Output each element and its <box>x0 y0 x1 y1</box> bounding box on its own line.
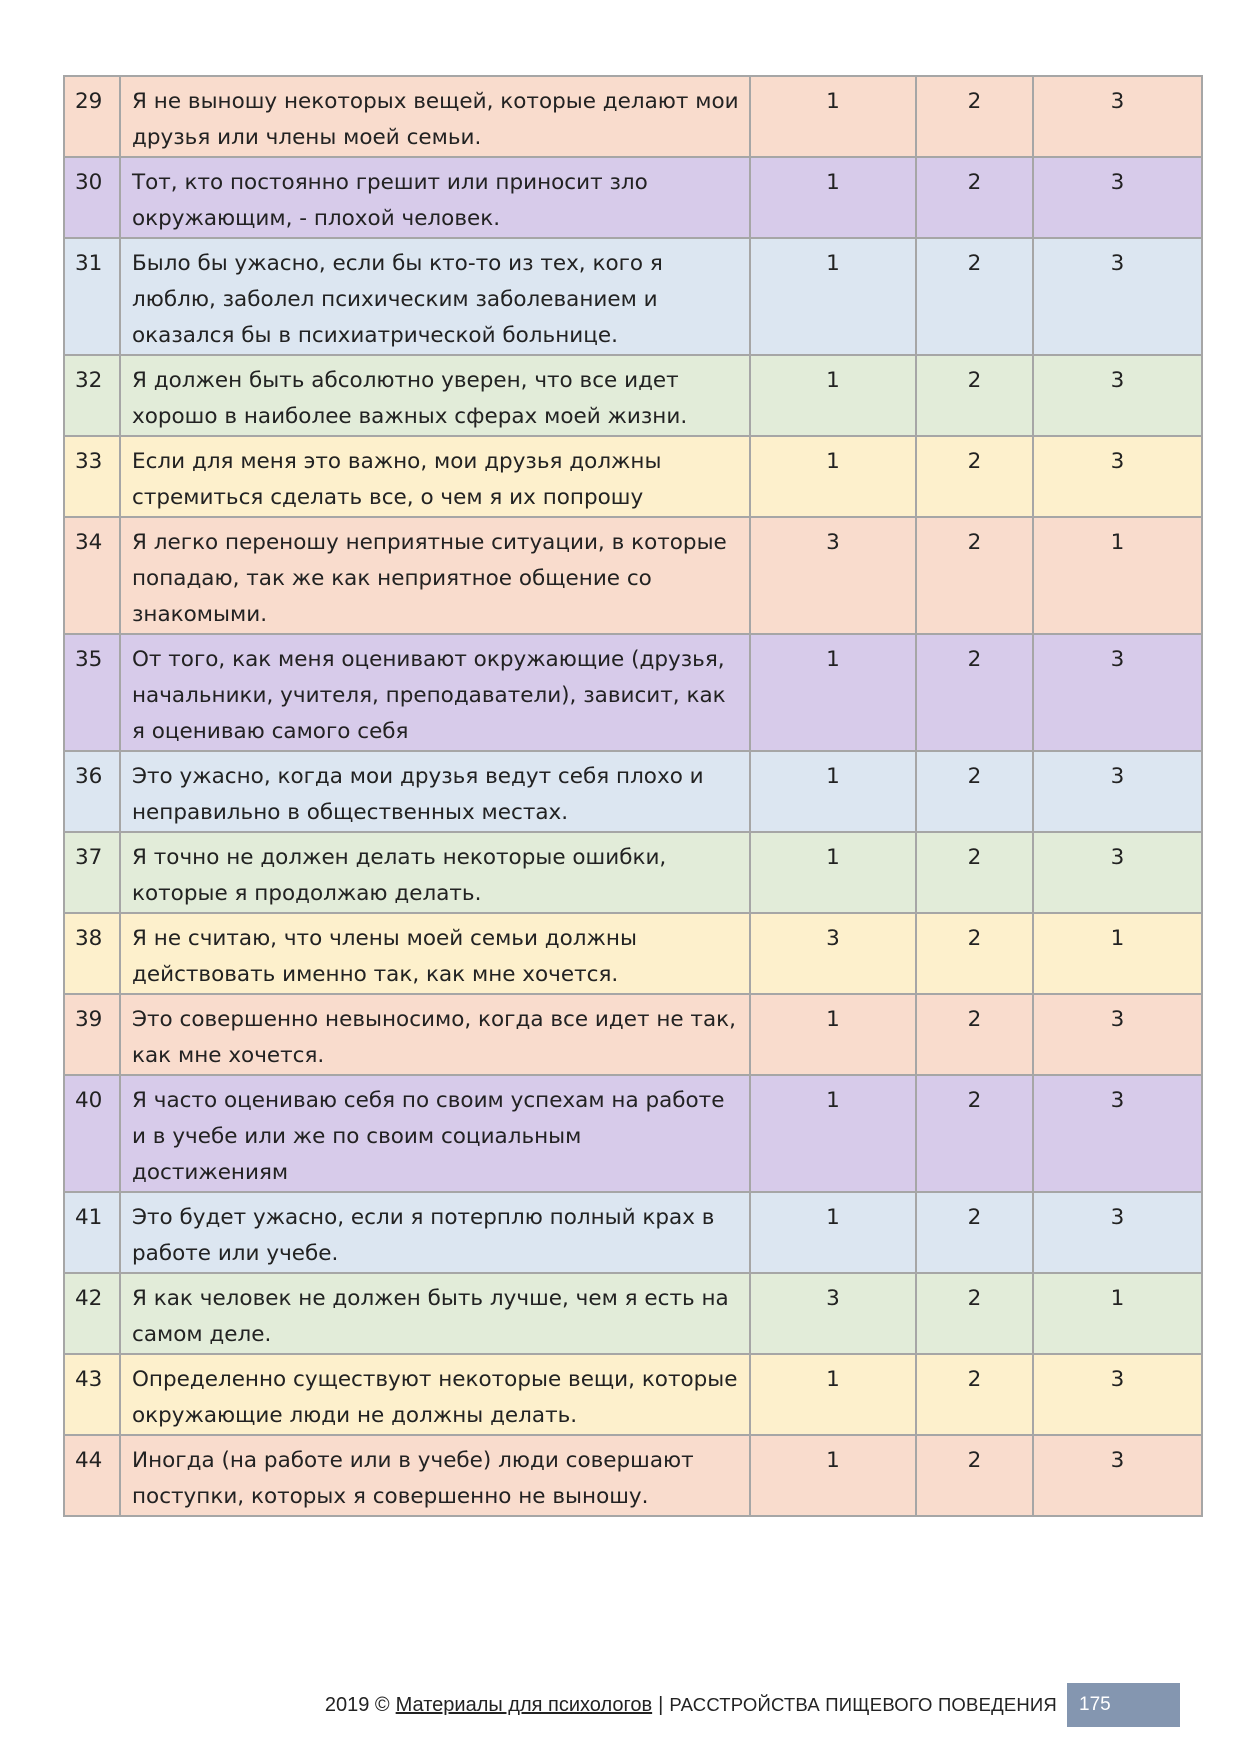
score-option-2: 2 <box>916 994 1033 1075</box>
question-number: 36 <box>64 751 120 832</box>
score-option-3: 3 <box>1033 994 1202 1075</box>
score-option-3: 1 <box>1033 913 1202 994</box>
score-option-2: 2 <box>916 1192 1033 1273</box>
question-row <box>64 238 1202 355</box>
score-option-1: 3 <box>750 517 916 634</box>
question-text: Я должен быть абсолютно уверен, что все идет хорошо в наиболее важных сферах моей жизни. <box>120 355 750 436</box>
question-row <box>64 913 1202 994</box>
question-row <box>64 1354 1202 1435</box>
question-text: Если для меня это важно, мои друзья должны стремиться сделать все, о чем я их попрошу <box>120 436 750 517</box>
question-row <box>64 994 1202 1075</box>
score-option-1: 1 <box>750 832 916 913</box>
score-option-3: 3 <box>1033 1354 1202 1435</box>
page-number: 175 <box>1067 1683 1180 1727</box>
score-option-3: 3 <box>1033 157 1202 238</box>
question-text: Это совершенно невыносимо, когда все идет не так, как мне хочется. <box>120 994 750 1075</box>
question-number: 37 <box>64 832 120 913</box>
score-option-3: 3 <box>1033 751 1202 832</box>
question-number: 30 <box>64 157 120 238</box>
score-option-1: 1 <box>750 634 916 751</box>
score-option-3: 3 <box>1033 634 1202 751</box>
question-text: От того, как меня оценивают окружающие (друзья, начальники, учителя, преподаватели), зависит, как я оцениваю самого себя <box>120 634 750 751</box>
score-option-2: 2 <box>916 436 1033 517</box>
questionnaire-body <box>64 76 1202 1516</box>
score-option-1: 1 <box>750 1354 916 1435</box>
score-option-2: 2 <box>916 238 1033 355</box>
question-row <box>64 832 1202 913</box>
footer-separator: | <box>658 1693 664 1716</box>
question-row <box>64 1273 1202 1354</box>
footer-link[interactable]: Материалы для психологов <box>395 1693 653 1716</box>
score-option-3: 1 <box>1033 1273 1202 1354</box>
score-option-1: 1 <box>750 751 916 832</box>
score-option-1: 3 <box>750 913 916 994</box>
question-text: Это ужасно, когда мои друзья ведут себя плохо и неправильно в общественных местах. <box>120 751 750 832</box>
question-row <box>64 157 1202 238</box>
question-number: 43 <box>64 1354 120 1435</box>
question-number: 35 <box>64 634 120 751</box>
question-number: 29 <box>64 76 120 157</box>
footer-section-title: РАССТРОЙСТВА ПИЩЕВОГО ПОВЕДЕНИЯ <box>669 1694 1057 1715</box>
score-option-3: 3 <box>1033 1075 1202 1192</box>
score-option-3: 3 <box>1033 355 1202 436</box>
question-number: 40 <box>64 1075 120 1192</box>
question-text: Было бы ужасно, если бы кто-то из тех, кого я люблю, заболел психическим заболеванием и оказался бы в психиатрической больнице. <box>120 238 750 355</box>
question-number: 42 <box>64 1273 120 1354</box>
question-number: 38 <box>64 913 120 994</box>
score-option-2: 2 <box>916 157 1033 238</box>
question-text: Я не выношу некоторых вещей, которые делают мои друзья или члены моей семьи. <box>120 76 750 157</box>
question-row <box>64 751 1202 832</box>
score-option-3: 3 <box>1033 76 1202 157</box>
question-number: 41 <box>64 1192 120 1273</box>
score-option-1: 1 <box>750 238 916 355</box>
score-option-2: 2 <box>916 1354 1033 1435</box>
score-option-2: 2 <box>916 832 1033 913</box>
score-option-3: 3 <box>1033 238 1202 355</box>
score-option-2: 2 <box>916 355 1033 436</box>
question-number: 31 <box>64 238 120 355</box>
score-option-3: 3 <box>1033 832 1202 913</box>
question-number: 32 <box>64 355 120 436</box>
question-text: Определенно существуют некоторые вещи, которые окружающие люди не должны делать. <box>120 1354 750 1435</box>
question-row <box>64 634 1202 751</box>
question-number: 39 <box>64 994 120 1075</box>
question-text: Это будет ужасно, если я потерплю полный крах в работе или учебе. <box>120 1192 750 1273</box>
score-option-1: 1 <box>750 76 916 157</box>
question-number: 44 <box>64 1435 120 1516</box>
score-option-2: 2 <box>916 517 1033 634</box>
score-option-1: 1 <box>750 436 916 517</box>
question-text: Тот, кто постоянно грешит или приносит зло окружающим, - плохой человек. <box>120 157 750 238</box>
footer-copyright: 2019 © <box>324 1693 390 1716</box>
question-text: Я легко переношу неприятные ситуации, в которые попадаю, так же как неприятное общение со знакомыми. <box>120 517 750 634</box>
score-option-1: 1 <box>750 994 916 1075</box>
score-option-1: 1 <box>750 1075 916 1192</box>
score-option-3: 3 <box>1033 436 1202 517</box>
question-text: Иногда (на работе или в учебе) люди совершают поступки, которых я совершенно не выношу. <box>120 1435 750 1516</box>
score-option-1: 1 <box>750 1192 916 1273</box>
question-row <box>64 1075 1202 1192</box>
score-option-2: 2 <box>916 751 1033 832</box>
question-row <box>64 1192 1202 1273</box>
score-option-2: 2 <box>916 1075 1033 1192</box>
question-row <box>64 436 1202 517</box>
score-option-1: 1 <box>750 157 916 238</box>
question-text: Я как человек не должен быть лучше, чем я есть на самом деле. <box>120 1273 750 1354</box>
page-footer <box>200 1683 1180 1727</box>
question-row <box>64 76 1202 157</box>
score-option-3: 3 <box>1033 1192 1202 1273</box>
question-text: Я точно не должен делать некоторые ошибки, которые я продолжаю делать. <box>120 832 750 913</box>
score-option-2: 2 <box>916 913 1033 994</box>
score-option-3: 1 <box>1033 517 1202 634</box>
questionnaire-table <box>63 75 1203 1517</box>
question-row <box>64 1435 1202 1516</box>
score-option-1: 1 <box>750 355 916 436</box>
question-number: 33 <box>64 436 120 517</box>
question-row <box>64 355 1202 436</box>
question-text: Я часто оцениваю себя по своим успехам на работе и в учебе или же по своим социальным достижениям <box>120 1075 750 1192</box>
score-option-2: 2 <box>916 76 1033 157</box>
score-option-2: 2 <box>916 1273 1033 1354</box>
question-number: 34 <box>64 517 120 634</box>
question-row <box>64 517 1202 634</box>
score-option-1: 3 <box>750 1273 916 1354</box>
score-option-1: 1 <box>750 1435 916 1516</box>
score-option-2: 2 <box>916 634 1033 751</box>
score-option-3: 3 <box>1033 1435 1202 1516</box>
question-text: Я не считаю, что члены моей семьи должны действовать именно так, как мне хочется. <box>120 913 750 994</box>
score-option-2: 2 <box>916 1435 1033 1516</box>
